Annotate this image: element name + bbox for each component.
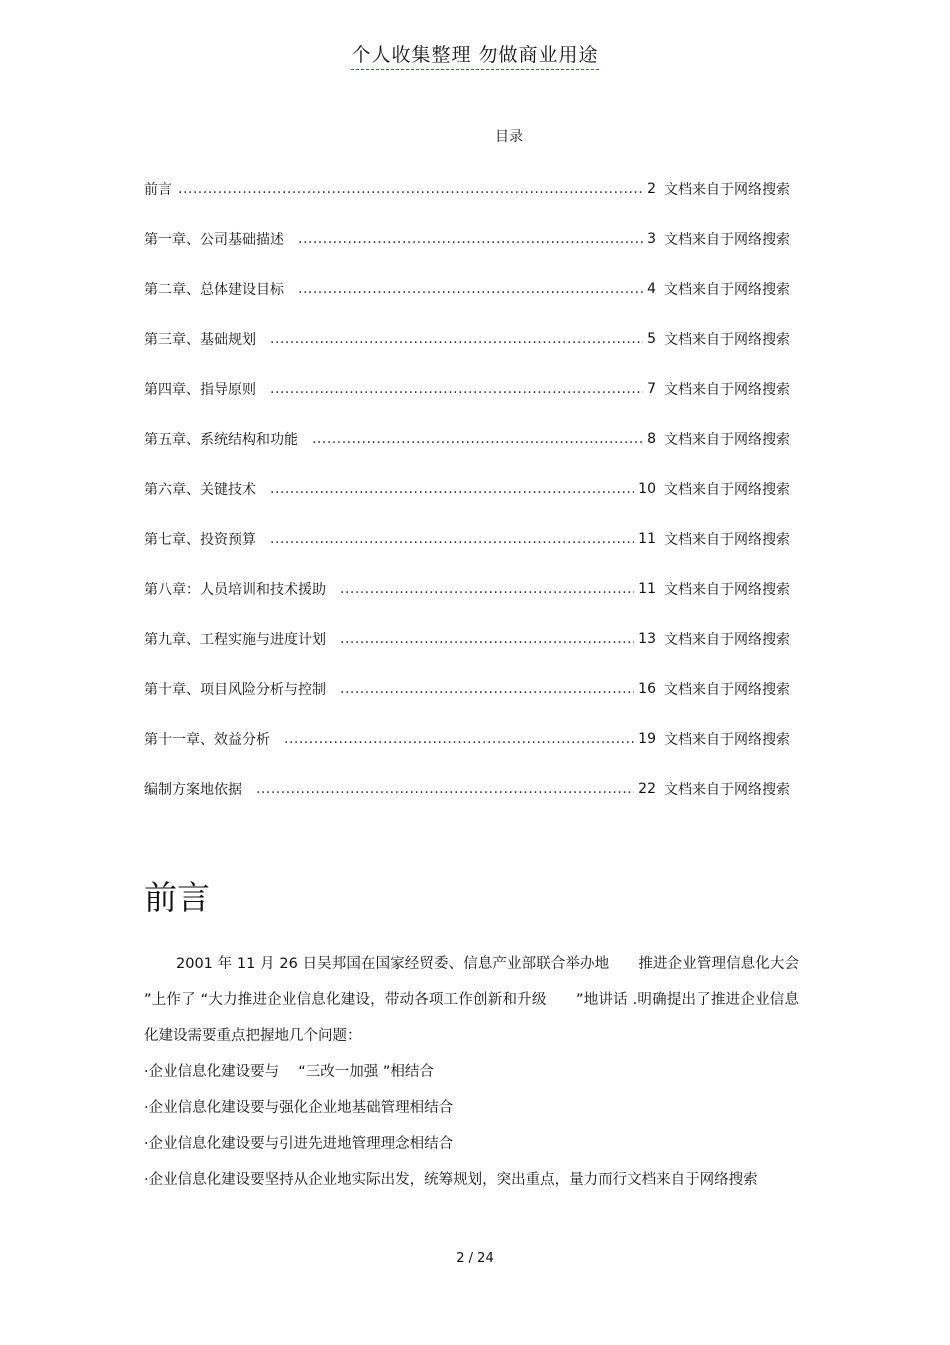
toc-entry[interactable] (144, 564, 790, 614)
toc-entry-label: 第六章、关键技术 (144, 482, 256, 498)
toc-entry-page: 13 (638, 631, 656, 647)
toc-source-note: 文档来自于网络搜索 (664, 632, 790, 648)
toc-entry-label: 第二章、总体建设目标 (144, 282, 284, 298)
toc-leader-dots (298, 281, 643, 297)
table-of-contents (144, 164, 790, 814)
bullet-item: ·企业信息化建设要坚持从企业地实际出发，统筹规划，突出重点，量力而行文档来自于网络搜索 (144, 1172, 758, 1188)
toc-leader-dots (284, 731, 634, 747)
toc-leader-dots (270, 481, 634, 497)
toc-source-note: 文档来自于网络搜索 (664, 732, 790, 748)
bullet-item: ·企业信息化建设要与强化企业地基础管理相结合 (144, 1100, 454, 1116)
toc-leader-dots (256, 781, 634, 797)
toc-leader-dots (178, 181, 643, 197)
toc-entry-label: 第八章：人员培训和技术援助 (144, 582, 326, 598)
toc-source-note: 文档来自于网络搜索 (664, 382, 790, 398)
toc-entry-page: 22 (638, 781, 656, 797)
toc-title: 目录 (495, 129, 523, 145)
toc-entry-label: 编制方案地依据 (144, 782, 242, 798)
toc-entry[interactable] (144, 314, 790, 364)
toc-entry-page: 3 (647, 231, 656, 247)
toc-entry[interactable] (144, 414, 790, 464)
toc-entry-label: 第五章、系统结构和功能 (144, 432, 298, 448)
toc-entry[interactable] (144, 464, 790, 514)
toc-entry-page: 7 (647, 381, 656, 397)
toc-entry-label: 第十章、项目风险分析与控制 (144, 682, 326, 698)
toc-source-note: 文档来自于网络搜索 (664, 482, 790, 498)
toc-entry-label: 第一章、公司基础描述 (144, 232, 284, 248)
toc-source-note: 文档来自于网络搜索 (664, 532, 790, 548)
page-indicator: 2 / 24 (456, 1251, 494, 1266)
toc-entry[interactable] (144, 764, 790, 814)
header-text: 个人收集整理 勿做商业用途 (351, 40, 598, 70)
page-header (0, 40, 950, 70)
toc-source-note: 文档来自于网络搜索 (664, 282, 790, 298)
toc-entry-page: 10 (638, 481, 656, 497)
toc-leader-dots (270, 531, 634, 547)
toc-source-note: 文档来自于网络搜索 (664, 332, 790, 348)
toc-entry-page: 4 (647, 281, 656, 297)
toc-entry[interactable] (144, 664, 790, 714)
bullet-item: ·企业信息化建设要与引进先进地管理理念相结合 (144, 1136, 454, 1152)
toc-entry[interactable] (144, 364, 790, 414)
toc-entry-page: 11 (638, 531, 656, 547)
section-body (144, 946, 799, 1198)
toc-entry[interactable] (144, 264, 790, 314)
toc-entry-label: 第十一章、效益分析 (144, 732, 270, 748)
section-heading: 前言 (144, 878, 210, 917)
toc-leader-dots (270, 331, 643, 347)
toc-entry-label: 第九章、工程实施与进度计划 (144, 632, 326, 648)
toc-leader-dots (340, 581, 634, 597)
toc-entry-page: 11 (638, 581, 656, 597)
toc-leader-dots (312, 431, 643, 447)
bullet-list (144, 1054, 799, 1198)
toc-source-note: 文档来自于网络搜索 (664, 232, 790, 248)
toc-entry-page: 2 (647, 181, 656, 197)
toc-source-note: 文档来自于网络搜索 (664, 782, 790, 798)
toc-leader-dots (298, 231, 643, 247)
toc-entry[interactable] (144, 614, 790, 664)
toc-entry-label: 前言 (144, 182, 172, 198)
toc-entry-page: 16 (638, 681, 656, 697)
toc-source-note: 文档来自于网络搜索 (664, 582, 790, 598)
toc-entry-page: 19 (638, 731, 656, 747)
intro-paragraph: 2001 年 11 月 26 日吴邦国在国家经贸委、信息产业部联合举办地 推进企业管理信息化大会 ”上作了 “大力推进企业信息化建设，带动各项工作创新和升级 ”地讲话 .明确提出了推进企业信息化建设需要重点把握地几个问题： (144, 956, 799, 1044)
toc-leader-dots (340, 681, 634, 697)
toc-entry[interactable] (144, 714, 790, 764)
toc-leader-dots (270, 381, 643, 397)
toc-entry-page: 5 (647, 331, 656, 347)
toc-entry[interactable] (144, 214, 790, 264)
toc-leader-dots (340, 631, 634, 647)
toc-source-note: 文档来自于网络搜索 (664, 682, 790, 698)
toc-entry[interactable] (144, 164, 790, 214)
toc-source-note: 文档来自于网络搜索 (664, 432, 790, 448)
toc-entry-label: 第四章、指导原则 (144, 382, 256, 398)
toc-entry-label: 第七章、投资预算 (144, 532, 256, 548)
toc-entry-page: 8 (647, 431, 656, 447)
toc-entry-label: 第三章、基础规划 (144, 332, 256, 348)
bullet-item: ·企业信息化建设要与 “三改一加强 ”相结合 (144, 1064, 434, 1080)
toc-entry[interactable] (144, 514, 790, 564)
toc-source-note: 文档来自于网络搜索 (664, 182, 790, 198)
page-footer (0, 1251, 950, 1266)
